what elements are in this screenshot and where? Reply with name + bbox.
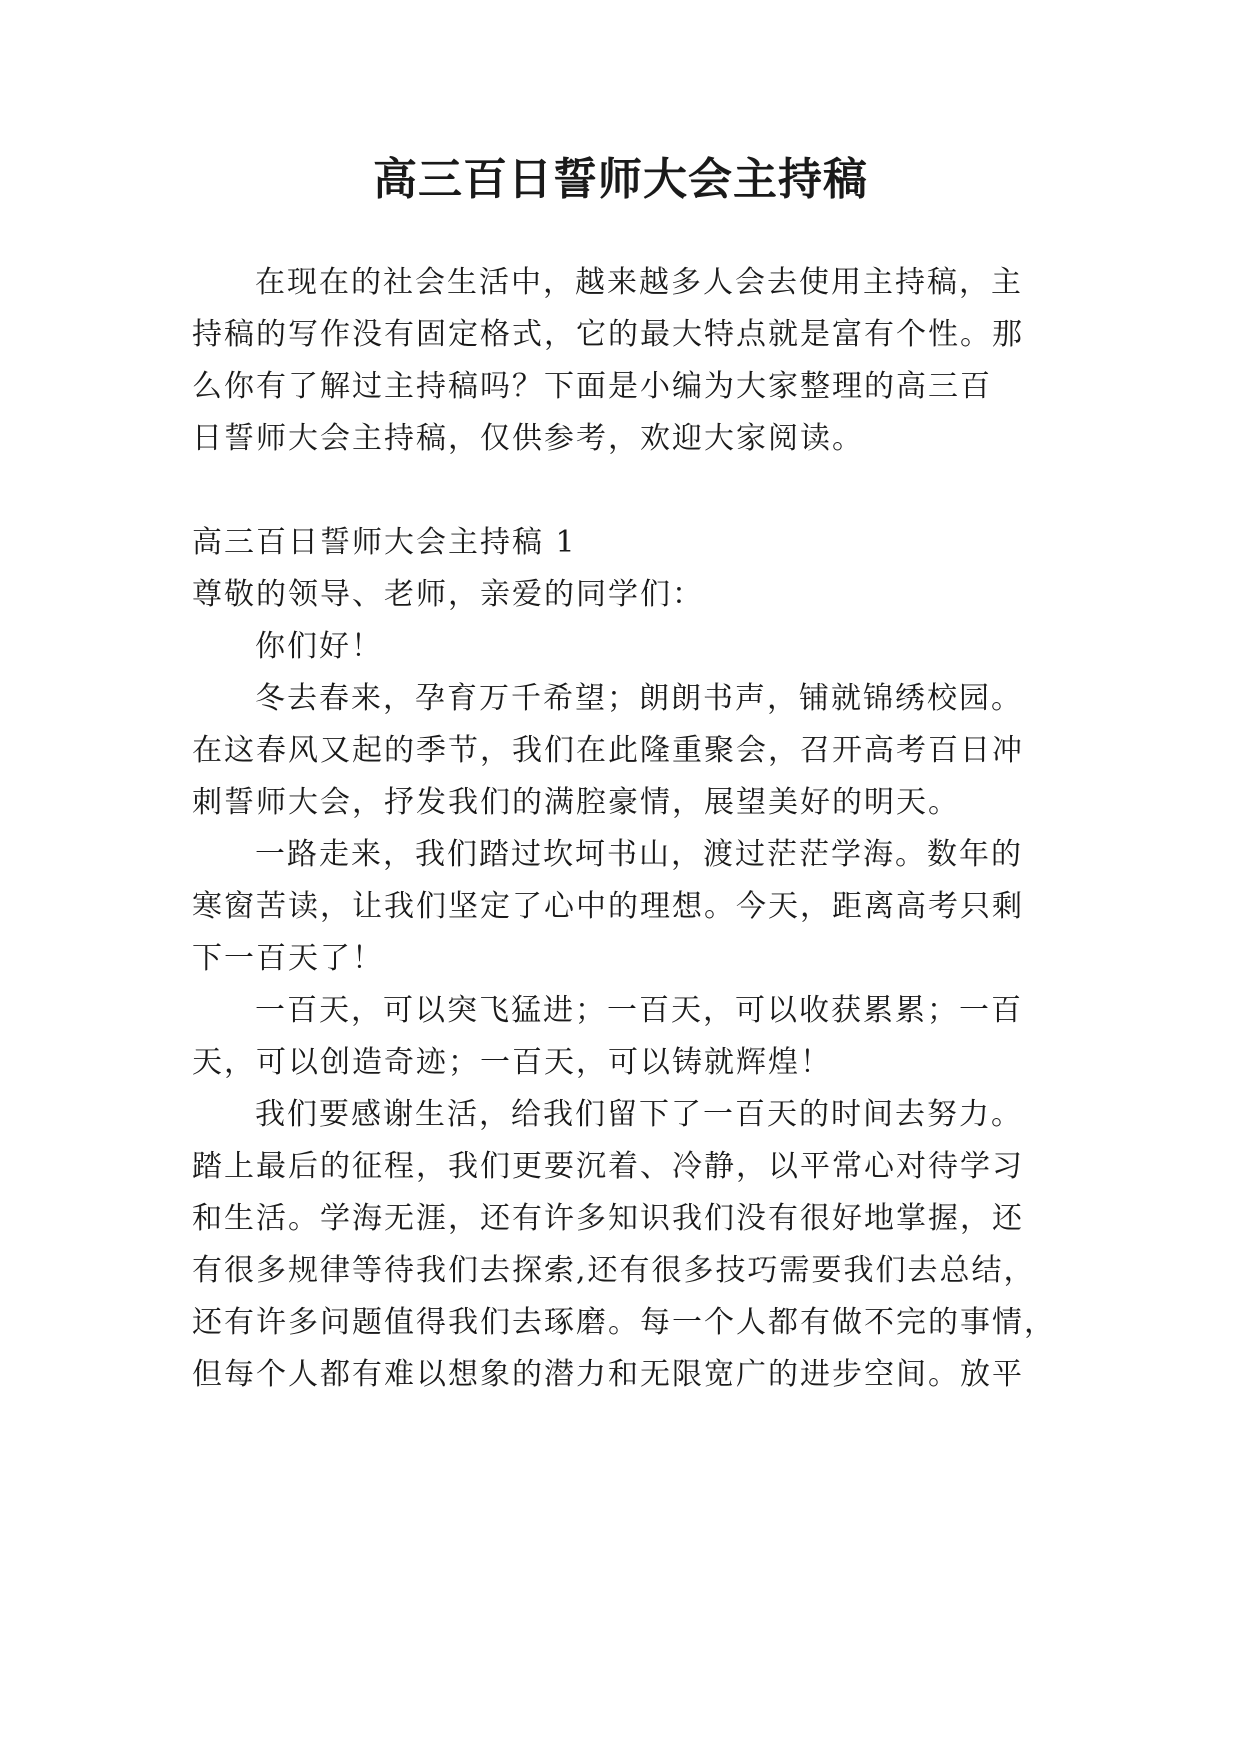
document-title: 高三百日誓师大会主持稿 (373, 154, 868, 205)
intro-line-3: 么你有了解过主持稿吗？下面是小编为大家整理的高三百 (192, 369, 992, 404)
body-line: 一百天，可以突飞猛进；一百天，可以收获累累；一百 (255, 993, 1023, 1028)
body-line: 一路走来，我们踏过坎坷书山，渡过茫茫学海。数年的 (255, 837, 1023, 872)
body-line: 还有许多问题值得我们去琢磨。每一个人都有做不完的事情， (192, 1305, 1056, 1340)
body-line: 寒窗苦读，让我们坚定了心中的理想。今天，距离高考只剩 (192, 889, 1024, 924)
body-line: 有很多规律等待我们去探索,还有很多技巧需要我们去总结， (192, 1253, 1036, 1288)
body-line: 踏上最后的征程，我们更要沉着、冷静，以平常心对待学习 (192, 1149, 1024, 1184)
salutation: 尊敬的领导、老师，亲爱的同学们： (192, 577, 704, 612)
body-line: 天，可以创造奇迹；一百天，可以铸就辉煌！ (192, 1045, 832, 1080)
intro-line-2: 持稿的写作没有固定格式，它的最大特点就是富有个性。那 (192, 317, 1024, 352)
section-heading: 高三百日誓师大会主持稿 1 (192, 525, 577, 560)
body-line: 刺誓师大会，抒发我们的满腔豪情，展望美好的明天。 (192, 785, 960, 820)
intro-line-4: 日誓师大会主持稿，仅供参考，欢迎大家阅读。 (192, 421, 864, 456)
intro-line-1: 在现在的社会生活中，越来越多人会去使用主持稿，主 (255, 265, 1023, 300)
body-line: 在这春风又起的季节，我们在此隆重聚会，召开高考百日冲 (192, 733, 1024, 768)
body-line: 下一百天了！ (192, 941, 384, 976)
body-line: 冬去春来，孕育万千希望；朗朗书声，铺就锦绣校园。 (255, 681, 1023, 716)
body-line: 和生活。学海无涯，还有许多知识我们没有很好地掌握，还 (192, 1201, 1024, 1236)
body-line: 但每个人都有难以想象的潜力和无限宽广的进步空间。放平 (192, 1357, 1024, 1392)
body-line: 我们要感谢生活，给我们留下了一百天的时间去努力。 (255, 1097, 1023, 1132)
greeting: 你们好！ (255, 629, 383, 664)
